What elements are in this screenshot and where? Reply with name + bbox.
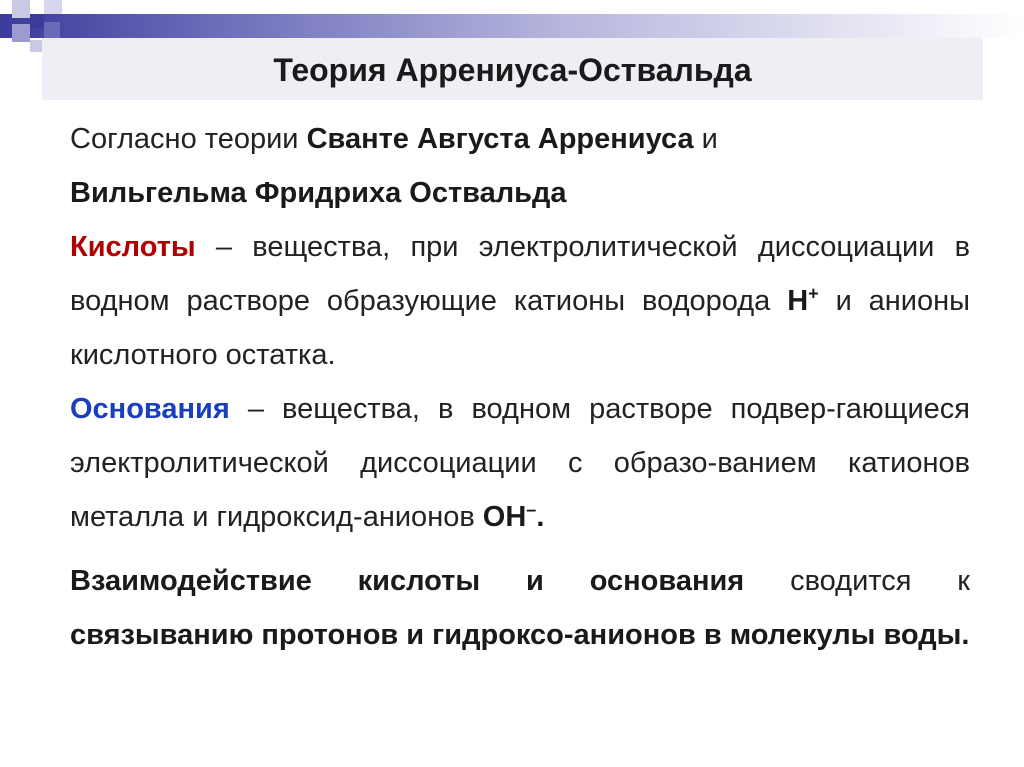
decor-square [44,22,60,38]
bases-definition: – вещества, в водном растворе подвер-гающиеся электролитической диссоциации с образо-ванием катионов металла и гидроксид-анионов [70,393,970,533]
intro-text: и [693,123,718,155]
ostwald-name: Вильгельма Фридриха Оствальда [70,177,567,209]
intro-text: Согласно теории [70,123,307,155]
intro-paragraph [70,112,970,220]
bases-definition-end: . [536,501,545,533]
acids-paragraph [70,220,970,382]
hydroxide-ion: ОН– [482,499,537,533]
acids-term: Кислоты [70,231,196,263]
bases-paragraph [70,382,970,544]
interaction-paragraph [70,554,970,662]
decor-square [44,0,62,14]
acids-definition-end: и анионы кислотного остатка. [70,285,970,371]
decor-square [12,24,30,42]
slide-content [70,112,970,662]
interaction-bold: Взаимодействие кислоты и основания [70,565,745,597]
interaction-bold-end: связыванию протонов и гидроксо-анионов в молекулы воды. [70,619,970,651]
acids-definition: – вещества, при электролитической диссоциации в водном растворе образующие катионы водорода [70,231,970,317]
arrhenius-name: Сванте Августа Аррениуса [306,123,694,155]
decor-square [30,14,44,28]
decor-square [30,40,42,52]
slide-title: Теория Аррениуса-Оствальда [273,52,752,88]
interaction-text: сводится к [744,565,970,597]
title-area [42,38,983,100]
decor-square [12,0,30,18]
hydrogen-ion: Н+ [787,283,819,317]
bases-term: Основания [70,393,230,425]
title-decoration-bar [0,14,1024,38]
